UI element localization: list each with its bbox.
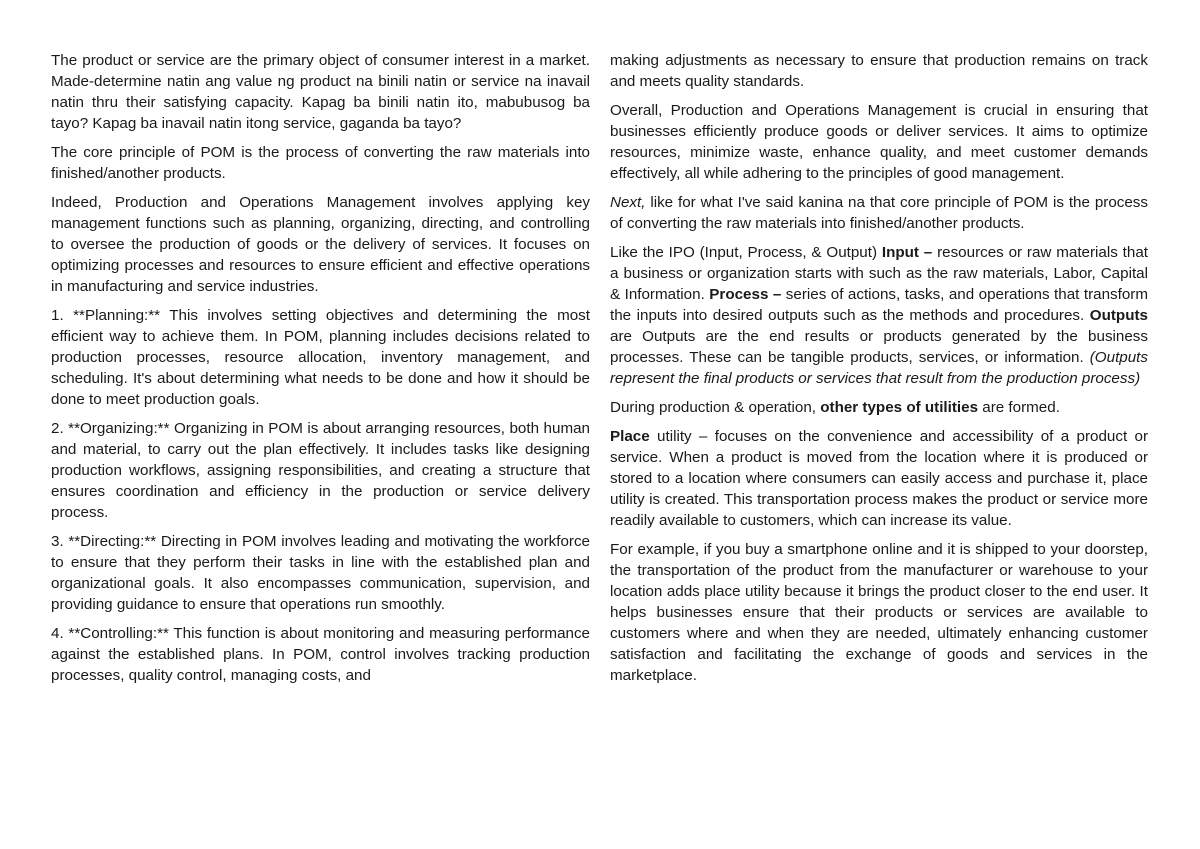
next-rest-text: like for what I've said kanina na that core principle of POM is the process of converting the raw materials into finished/another products. [610, 194, 1148, 232]
paragraph-controlling-continued: making adjustments as necessary to ensure that production remains on track and meets quality standards. [610, 52, 1148, 90]
right-column [610, 50, 1148, 694]
place-bold-term: Place [610, 428, 650, 445]
ipo-text-3: series of actions, tasks, and operations that transform the inputs into desired outputs such as the methods and procedures. [610, 286, 1149, 324]
ipo-text-4: are Outputs are the end results or products generated by the business processes. These can be tangible products, services, or information. [610, 328, 1148, 366]
paragraph-overall: Overall, Production and Operations Management is crucial in ensuring that businesses efficiently produce goods or deliver services. It aims to optimize resources, minimize waste, enhance quality, and meet customer demands effectively, all while adhering to the principles of good management. [610, 102, 1148, 182]
left-column [51, 50, 590, 694]
ipo-input-term: Input – [881, 244, 933, 261]
paragraph-next [610, 192, 1148, 234]
ipo-text-2: resources or raw materials that a business or organization starts with such as the raw materials, Labor, Capital & Information. [610, 244, 1148, 303]
ipo-text-1: Like the IPO (Input, Process, & Output) [610, 244, 882, 261]
paragraph-directing: 3. **Directing:** Directing in POM involves leading and motivating the workforce to ensure that they perform their tasks in line with the established plan and organizational goals. It also encompasses communication, supervision, and providing guidance to ensure that operations run smoothly. [51, 533, 590, 613]
paragraph-planning: 1. **Planning:** This involves setting objectives and determining the most efficient way to achieve them. In POM, planning includes decisions related to production processes, resource allocation, inventory management, and scheduling. It's about determining what needs to be done and how it should be done to meet production goals. [51, 307, 590, 408]
paragraph-organizing: 2. **Organizing:** Organizing in POM is about arranging resources, both human and material, to carry out the plan effectively. It includes tasks like designing production workflows, assigning responsibilities, and creating a structure that ensures coordination and efficiency in the production or service delivery process. [51, 420, 590, 521]
paragraph-pom-definition: Indeed, Production and Operations Management involves applying key management functions such as planning, organizing, directing, and controlling to oversee the production of goods or the delivery of services. It focuses on optimizing processes and resources to ensure efficient and effective operations in manufacturing and service industries. [51, 194, 590, 295]
utilities-bold-term: other types of utilities [820, 399, 979, 416]
place-utility-text: utility – focuses on the convenience and accessibility of a product or service. When a product is moved from the location where it is produced or stored to a location where consumers can easily access and purchase it, place utility is created. This transportation process makes the product or service more readily available to customers, which can increase its value. [610, 428, 1148, 529]
utilities-text-2: are formed. [978, 399, 1060, 416]
paragraph-ipo [610, 242, 1148, 389]
paragraph-controlling: 4. **Controlling:** This function is about monitoring and measuring performance against the established plans. In POM, control involves tracking production processes, quality control, managing costs, and [51, 625, 590, 684]
next-lead-italic: Next, [610, 194, 646, 211]
utilities-text-1: During production & operation, [610, 399, 821, 416]
paragraph-core-principle: The core principle of POM is the process of converting the raw materials into finished/another products. [51, 144, 590, 182]
ipo-outputs-note: (Outputs represent the final products or services that result from the production process) [610, 349, 1148, 387]
paragraph-place-utility [610, 426, 1148, 531]
paragraph-utilities [610, 397, 1148, 418]
paragraph-example: For example, if you buy a smartphone online and it is shipped to your doorstep, the transportation of the product from the manufacturer or warehouse to your location adds place utility because it brings the product closer to the end user. It helps businesses ensure that their products or services are available to customers where and when they are needed, ultimately enhancing customer satisfaction and facilitating the exchange of goods and services in the marketplace. [610, 541, 1148, 684]
paragraph-product-service: The product or service are the primary object of consumer interest in a market. Made-determine natin ang value ng product na binili natin or service na inavail natin thru their satisfying capacity. Kapag ba binili natin ito, mabubusog ba tayo? Kapag ba inavail natin itong service, gaganda ba tayo? [51, 52, 590, 132]
ipo-outputs-term: Outputs [1089, 307, 1148, 324]
ipo-process-term: Process – [709, 286, 782, 303]
